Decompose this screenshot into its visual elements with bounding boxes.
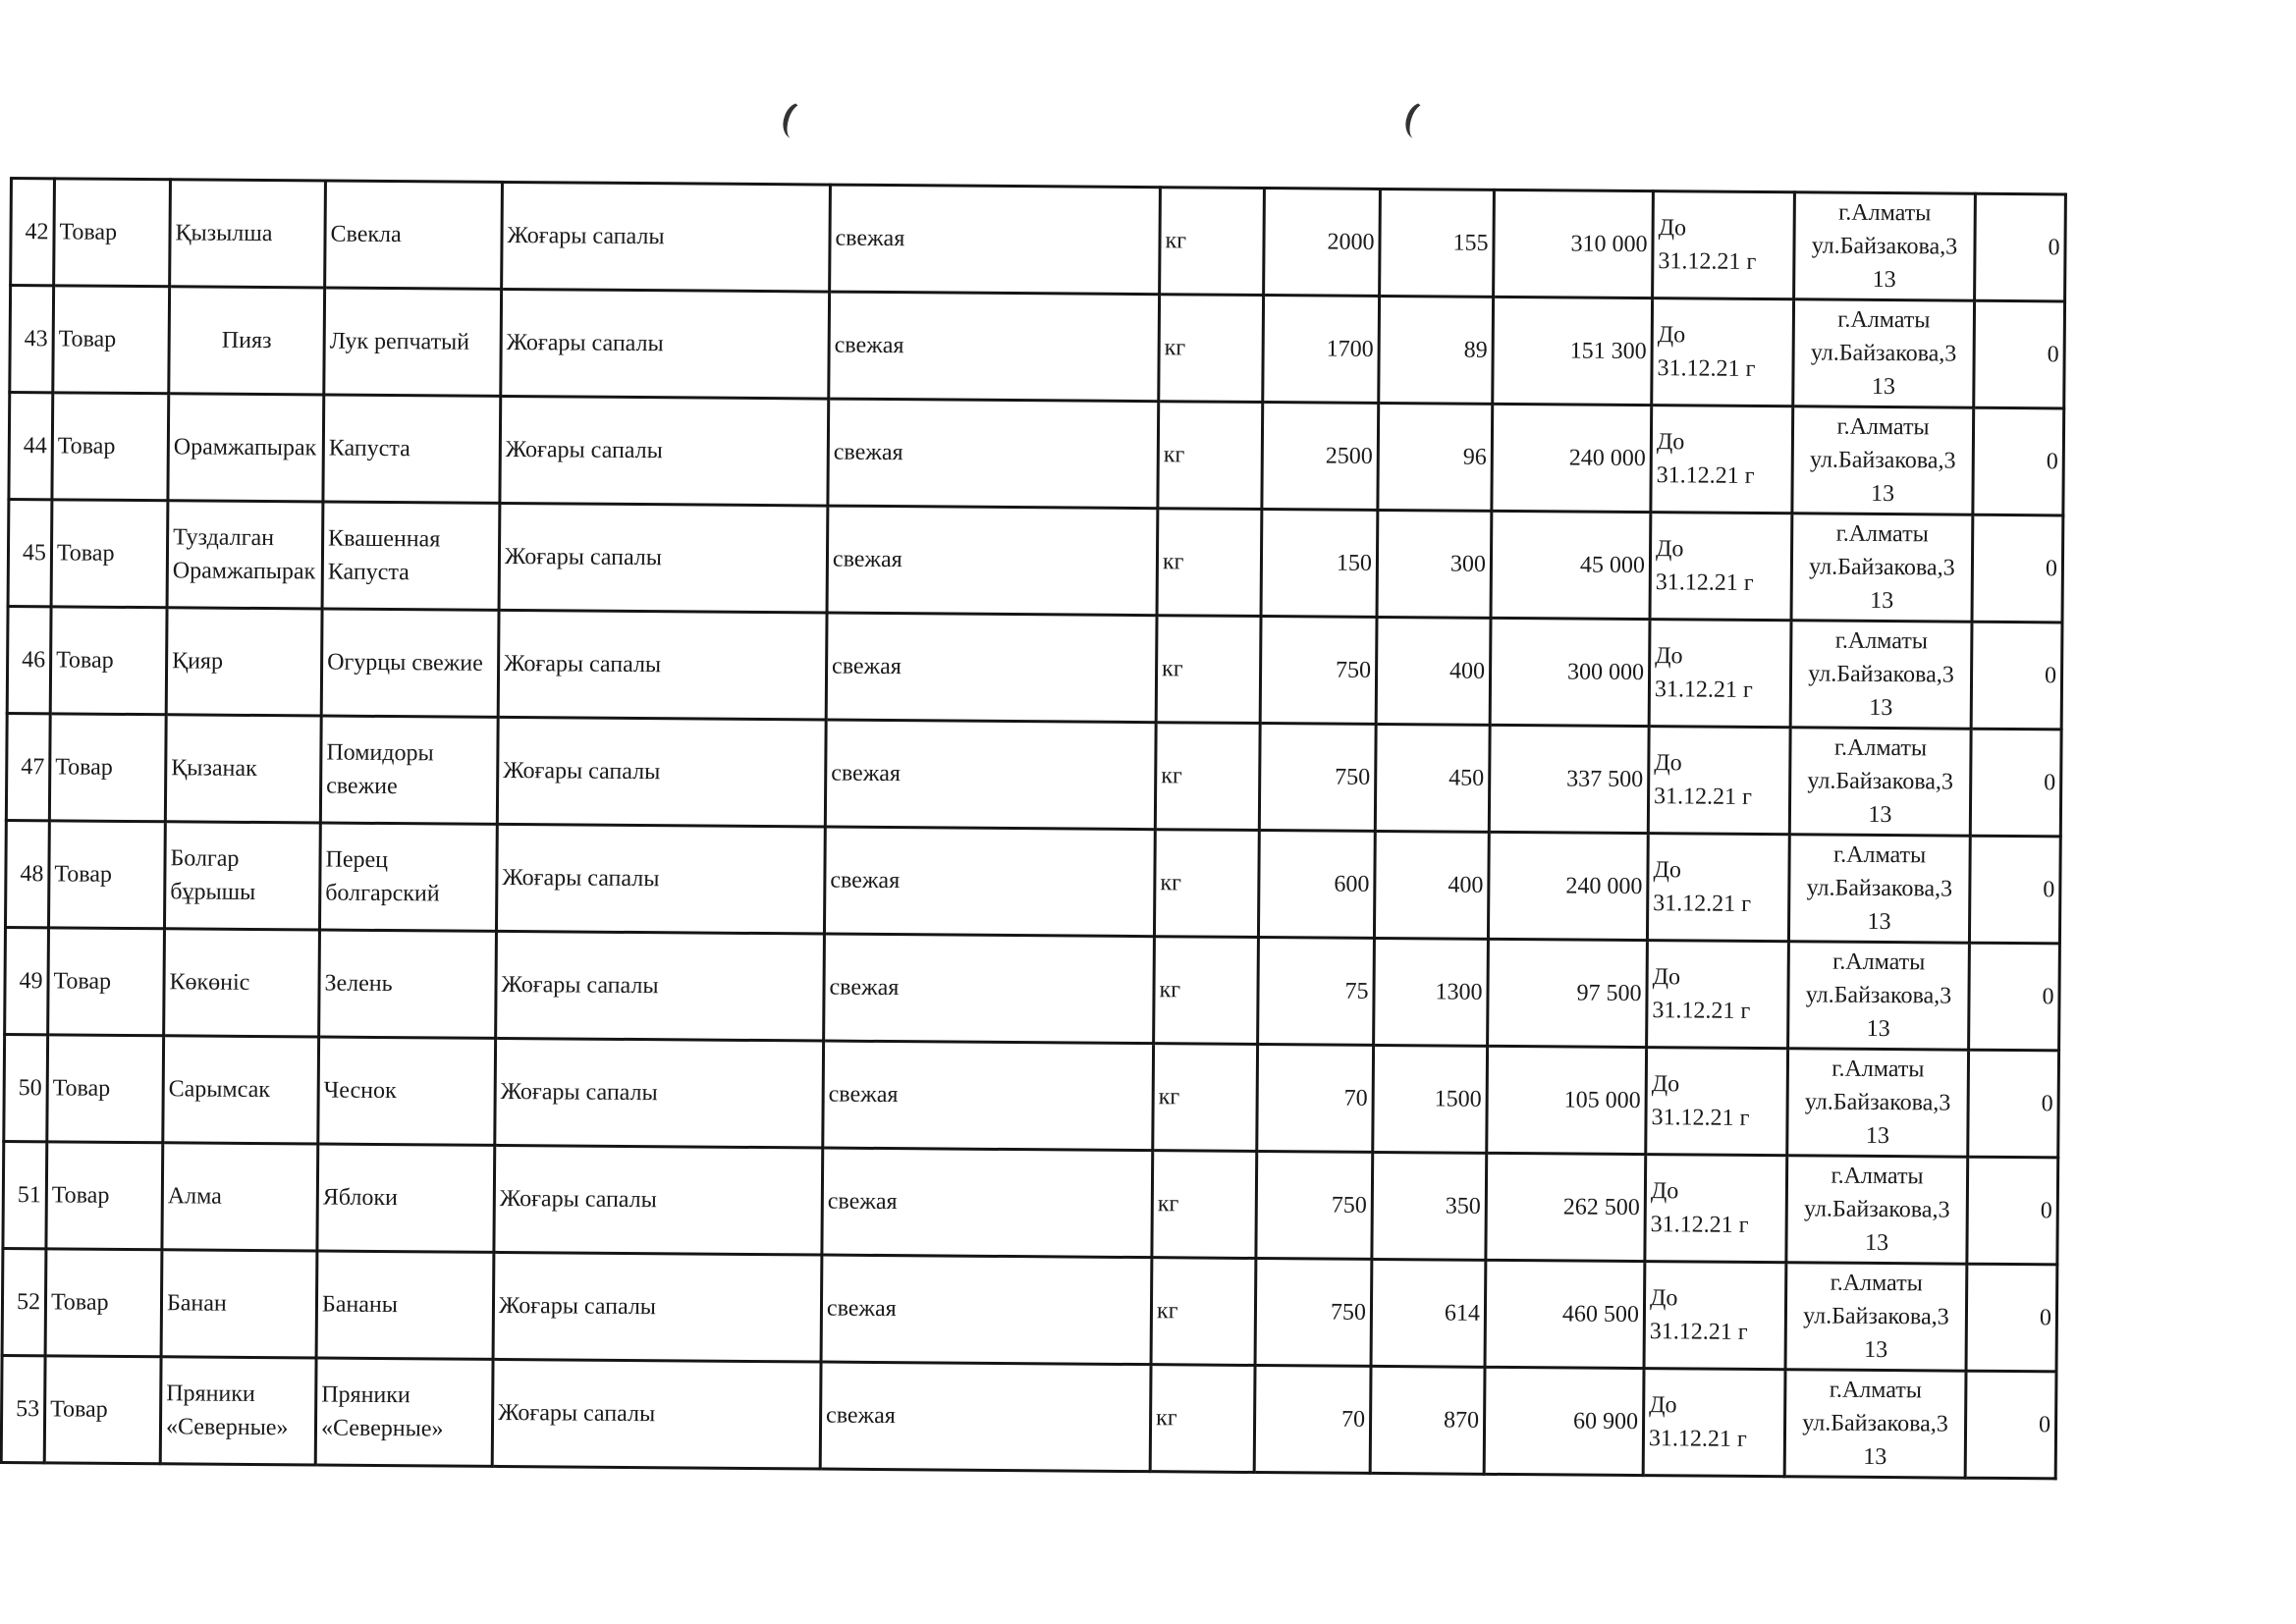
delivery-term-cell bbox=[1644, 1262, 1786, 1370]
row-number-cell: 53 bbox=[1, 1355, 45, 1462]
quantity-cell: 750 bbox=[1255, 1258, 1372, 1366]
freshness-cell: свежая bbox=[824, 934, 1155, 1044]
unit-price-cell: 1500 bbox=[1373, 1045, 1488, 1153]
freshness-cell: свежая bbox=[829, 292, 1160, 402]
name-russian-cell: Пряники «Северные» bbox=[315, 1358, 493, 1466]
item-type-cell: Товар bbox=[51, 500, 168, 608]
table-row bbox=[7, 606, 2062, 729]
delivery-term-cell bbox=[1643, 1369, 1785, 1477]
table-row bbox=[4, 1034, 2059, 1157]
freshness-cell: свежая bbox=[830, 185, 1161, 295]
unit-price-cell: 400 bbox=[1374, 831, 1489, 939]
delivery-term-cell bbox=[1647, 941, 1789, 1049]
table-row bbox=[9, 393, 2064, 515]
name-russian-cell: Чеснок bbox=[318, 1037, 496, 1145]
name-kazakh-cell: Көкөніс bbox=[164, 929, 320, 1037]
unit-price-cell: 350 bbox=[1372, 1152, 1487, 1260]
delivery-address-line: г.Алматы bbox=[1837, 306, 1931, 334]
unit-price-cell: 870 bbox=[1370, 1366, 1485, 1474]
delivery-address-line: ул.Байзакова,3 bbox=[1808, 661, 1954, 688]
item-type-cell: Товар bbox=[45, 1249, 162, 1357]
delivery-term-line: 31.12.21 г bbox=[1651, 1105, 1750, 1131]
unit-price-cell: 450 bbox=[1375, 724, 1490, 832]
item-type-cell: Товар bbox=[52, 393, 169, 501]
punch-hole-mark bbox=[1401, 99, 1438, 142]
delivery-address-line: 13 bbox=[1863, 1443, 1887, 1471]
delivery-term-cell bbox=[1653, 191, 1795, 299]
delivery-term-line: До bbox=[1650, 1178, 1679, 1205]
row-number-cell: 50 bbox=[4, 1034, 48, 1141]
name-kazakh-cell: Пряники «Северные» bbox=[160, 1357, 316, 1465]
delivery-term-line: До bbox=[1651, 1071, 1680, 1098]
delivery-address-cell bbox=[1784, 1370, 1966, 1478]
unit-price-cell: 155 bbox=[1380, 189, 1495, 297]
quality-grade-cell: Жоғары сапалы bbox=[498, 610, 827, 720]
quantity-cell: 600 bbox=[1258, 831, 1375, 939]
delivery-term-cell bbox=[1648, 727, 1790, 835]
extra-value-cell: 0 bbox=[1969, 943, 2060, 1051]
name-russian-cell: Яблоки bbox=[317, 1144, 495, 1252]
item-type-cell: Товар bbox=[47, 1035, 164, 1143]
quantity-cell: 2500 bbox=[1262, 403, 1379, 511]
extra-value-cell: 0 bbox=[1973, 407, 2064, 515]
delivery-term-line: До bbox=[1656, 429, 1685, 456]
total-sum-cell: 97 500 bbox=[1488, 939, 1648, 1047]
delivery-address-cell bbox=[1790, 621, 1972, 729]
row-number-cell: 44 bbox=[9, 393, 53, 500]
delivery-address-cell bbox=[1791, 514, 1973, 622]
table-row bbox=[8, 500, 2063, 623]
freshness-cell: свежая bbox=[820, 1362, 1151, 1472]
delivery-address-line: г.Алматы bbox=[1829, 1377, 1923, 1404]
delivery-address-line: ул.Байзакова,3 bbox=[1809, 554, 1955, 581]
quantity-cell: 75 bbox=[1258, 938, 1375, 1046]
freshness-cell: свежая bbox=[823, 1041, 1154, 1151]
delivery-term-cell bbox=[1650, 513, 1792, 621]
unit-of-measure-cell: кг bbox=[1159, 295, 1264, 403]
freshness-cell: свежая bbox=[824, 827, 1155, 937]
extra-value-cell: 0 bbox=[1975, 193, 2066, 301]
delivery-address-line: г.Алматы bbox=[1836, 413, 1930, 441]
extra-value-cell: 0 bbox=[1971, 622, 2062, 730]
item-type-cell: Товар bbox=[54, 179, 171, 287]
quantity-cell: 70 bbox=[1254, 1365, 1371, 1473]
table-row bbox=[10, 286, 2065, 408]
delivery-address-line: г.Алматы bbox=[1832, 841, 1927, 869]
delivery-address-cell bbox=[1792, 406, 1974, 514]
delivery-address-cell bbox=[1786, 1156, 1968, 1264]
name-russian-cell: Огурцы свежие bbox=[321, 609, 499, 717]
quality-grade-cell: Жоғары сапалы bbox=[493, 1252, 822, 1362]
delivery-term-line: 31.12.21 г bbox=[1658, 248, 1757, 275]
unit-of-measure-cell: кг bbox=[1155, 723, 1260, 831]
unit-price-cell: 1300 bbox=[1374, 938, 1489, 1046]
table-row bbox=[11, 179, 2066, 301]
delivery-term-line: До bbox=[1649, 1392, 1677, 1419]
goods-table bbox=[0, 177, 2067, 1480]
delivery-term-cell bbox=[1651, 406, 1793, 514]
delivery-address-line: г.Алматы bbox=[1832, 948, 1926, 976]
name-kazakh-cell: Банан bbox=[161, 1250, 317, 1358]
name-russian-cell: Лук репчатый bbox=[324, 288, 502, 396]
quality-grade-cell: Жоғары сапалы bbox=[496, 931, 825, 1041]
delivery-address-line: 13 bbox=[1869, 694, 1893, 722]
delivery-term-cell bbox=[1646, 1048, 1788, 1156]
unit-price-cell: 300 bbox=[1377, 510, 1492, 618]
extra-value-cell: 0 bbox=[1967, 1157, 2058, 1265]
total-sum-cell: 310 000 bbox=[1494, 189, 1654, 298]
unit-of-measure-cell: кг bbox=[1160, 188, 1265, 296]
delivery-term-line: До bbox=[1655, 536, 1684, 563]
unit-of-measure-cell: кг bbox=[1157, 509, 1262, 617]
delivery-address-line: 13 bbox=[1866, 1015, 1890, 1043]
quantity-cell: 70 bbox=[1257, 1045, 1374, 1153]
total-sum-cell: 460 500 bbox=[1485, 1260, 1645, 1368]
delivery-address-cell bbox=[1788, 835, 1970, 943]
delivery-term-line: До bbox=[1655, 643, 1683, 670]
quality-grade-cell: Жоғары сапалы bbox=[500, 396, 829, 506]
delivery-term-line: До bbox=[1652, 964, 1681, 991]
delivery-address-line: г.Алматы bbox=[1833, 734, 1928, 762]
delivery-address-line: ул.Байзакова,3 bbox=[1806, 875, 1953, 902]
name-russian-cell: Капуста bbox=[323, 395, 501, 503]
table-row bbox=[3, 1141, 2058, 1264]
delivery-term-cell bbox=[1652, 298, 1794, 406]
quality-grade-cell: Жоғары сапалы bbox=[502, 182, 831, 292]
delivery-address-line: ул.Байзакова,3 bbox=[1810, 340, 1957, 367]
extra-value-cell: 0 bbox=[1966, 1264, 2057, 1372]
item-type-cell: Товар bbox=[53, 286, 170, 394]
extra-value-cell: 0 bbox=[1970, 729, 2061, 837]
row-number-cell: 47 bbox=[6, 713, 50, 820]
delivery-term-line: До bbox=[1653, 857, 1681, 884]
punch-hole-mark bbox=[779, 99, 815, 142]
total-sum-cell: 262 500 bbox=[1486, 1153, 1646, 1261]
row-number-cell: 46 bbox=[7, 606, 51, 713]
name-kazakh-cell: Орамжапырак bbox=[168, 394, 324, 502]
freshness-cell: свежая bbox=[826, 613, 1157, 723]
delivery-term-line: 31.12.21 г bbox=[1657, 355, 1756, 382]
delivery-term-cell bbox=[1649, 620, 1791, 728]
name-russian-cell: Бананы bbox=[316, 1251, 494, 1359]
delivery-term-line: До bbox=[1658, 215, 1687, 242]
unit-of-measure-cell: кг bbox=[1151, 1258, 1256, 1366]
delivery-term-line: 31.12.21 г bbox=[1654, 677, 1753, 703]
unit-of-measure-cell: кг bbox=[1154, 937, 1259, 1045]
delivery-address-cell bbox=[1789, 728, 1971, 836]
delivery-term-line: 31.12.21 г bbox=[1650, 1212, 1749, 1238]
delivery-address-line: г.Алматы bbox=[1830, 1270, 1923, 1297]
delivery-address-cell bbox=[1793, 299, 1975, 407]
row-number-cell: 49 bbox=[5, 927, 49, 1034]
total-sum-cell: 151 300 bbox=[1493, 297, 1653, 405]
quality-grade-cell: Жоғары сапалы bbox=[492, 1359, 821, 1469]
freshness-cell: свежая bbox=[825, 720, 1156, 830]
table-row bbox=[2, 1248, 2057, 1371]
unit-of-measure-cell: кг bbox=[1152, 1151, 1257, 1259]
table-row bbox=[6, 713, 2061, 836]
total-sum-cell: 240 000 bbox=[1492, 404, 1652, 512]
delivery-address-line: г.Алматы bbox=[1838, 199, 1932, 227]
extra-value-cell: 0 bbox=[1968, 1050, 2059, 1158]
delivery-address-line: г.Алматы bbox=[1834, 627, 1929, 655]
item-type-cell: Товар bbox=[48, 928, 165, 1036]
delivery-address-line: ул.Байзакова,3 bbox=[1807, 768, 1954, 795]
delivery-address-line: 13 bbox=[1867, 908, 1891, 936]
quantity-cell: 750 bbox=[1260, 617, 1377, 725]
row-number-cell: 52 bbox=[2, 1248, 46, 1355]
delivery-term-line: 31.12.21 г bbox=[1653, 891, 1752, 917]
delivery-address-cell bbox=[1788, 942, 1970, 1050]
row-number-cell: 48 bbox=[5, 820, 49, 927]
total-sum-cell: 300 000 bbox=[1490, 618, 1650, 726]
quantity-cell: 1700 bbox=[1263, 296, 1380, 404]
item-type-cell: Товар bbox=[50, 607, 167, 715]
delivery-address-line: 13 bbox=[1870, 587, 1894, 615]
unit-of-measure-cell: кг bbox=[1153, 1044, 1258, 1152]
delivery-address-line: ул.Байзакова,3 bbox=[1809, 447, 1956, 474]
quality-grade-cell: Жоғары сапалы bbox=[496, 824, 825, 934]
name-kazakh-cell: Сарымсак bbox=[163, 1036, 319, 1144]
delivery-term-line: 31.12.21 г bbox=[1656, 462, 1755, 489]
item-type-cell: Товар bbox=[49, 714, 166, 822]
delivery-address-line: ул.Байзакова,3 bbox=[1802, 1410, 1948, 1437]
name-russian-cell: Зелень bbox=[319, 930, 497, 1038]
table-row bbox=[5, 927, 2060, 1050]
delivery-address-cell bbox=[1785, 1263, 1967, 1371]
delivery-address-line: 13 bbox=[1871, 373, 1895, 401]
freshness-cell: свежая bbox=[828, 399, 1159, 509]
delivery-address-line: ул.Байзакова,3 bbox=[1811, 233, 1958, 260]
name-russian-cell: Свекла bbox=[325, 181, 503, 289]
delivery-address-line: 13 bbox=[1865, 1122, 1889, 1150]
delivery-address-line: 13 bbox=[1864, 1229, 1889, 1257]
delivery-term-line: 31.12.21 г bbox=[1652, 998, 1751, 1024]
name-kazakh-cell: Алма bbox=[162, 1143, 318, 1251]
delivery-address-line: ул.Байзакова,3 bbox=[1805, 982, 1952, 1009]
unit-price-cell: 614 bbox=[1371, 1259, 1486, 1367]
name-kazakh-cell: Қызылша bbox=[170, 180, 326, 288]
freshness-cell: свежая bbox=[821, 1255, 1152, 1365]
delivery-address-line: ул.Байзакова,3 bbox=[1804, 1089, 1951, 1116]
unit-price-cell: 96 bbox=[1378, 403, 1493, 511]
quantity-cell: 2000 bbox=[1264, 189, 1381, 297]
delivery-address-line: ул.Байзакова,3 bbox=[1803, 1196, 1950, 1223]
name-kazakh-cell: Пияз bbox=[169, 287, 325, 395]
unit-price-cell: 400 bbox=[1376, 617, 1491, 725]
total-sum-cell: 240 000 bbox=[1488, 832, 1648, 940]
delivery-term-line: 31.12.21 г bbox=[1655, 569, 1754, 596]
delivery-address-line: 13 bbox=[1870, 480, 1895, 508]
item-type-cell: Товар bbox=[46, 1142, 163, 1250]
unit-of-measure-cell: кг bbox=[1150, 1365, 1255, 1473]
delivery-address-line: г.Алматы bbox=[1831, 1056, 1925, 1083]
total-sum-cell: 105 000 bbox=[1487, 1046, 1647, 1154]
row-number-cell: 51 bbox=[3, 1141, 47, 1248]
row-number-cell: 43 bbox=[10, 286, 54, 393]
name-kazakh-cell: Болгар бұрышы bbox=[164, 822, 320, 930]
delivery-address-line: 13 bbox=[1872, 266, 1896, 294]
table-row bbox=[1, 1355, 2056, 1478]
delivery-term-cell bbox=[1645, 1155, 1787, 1263]
item-type-cell: Товар bbox=[48, 821, 165, 929]
delivery-address-line: ул.Байзакова,3 bbox=[1803, 1303, 1949, 1330]
quantity-cell: 750 bbox=[1256, 1152, 1373, 1260]
name-kazakh-cell: Қызанак bbox=[165, 715, 321, 823]
unit-of-measure-cell: кг bbox=[1158, 402, 1263, 510]
delivery-address-cell bbox=[1794, 192, 1976, 300]
quality-grade-cell: Жоғары сапалы bbox=[501, 289, 830, 399]
quality-grade-cell: Жоғары сапалы bbox=[495, 1038, 824, 1148]
delivery-address-line: г.Алматы bbox=[1831, 1163, 1924, 1190]
row-number-cell: 42 bbox=[11, 179, 55, 286]
delivery-term-line: 31.12.21 г bbox=[1648, 1426, 1747, 1452]
quality-grade-cell: Жоғары сапалы bbox=[494, 1145, 823, 1255]
name-russian-cell: Помидоры свежие bbox=[320, 716, 498, 824]
delivery-term-line: До bbox=[1654, 750, 1682, 777]
freshness-cell: свежая bbox=[822, 1148, 1153, 1258]
quality-grade-cell: Жоғары сапалы bbox=[497, 717, 826, 827]
extra-value-cell: 0 bbox=[1965, 1371, 2056, 1479]
extra-value-cell: 0 bbox=[1972, 514, 2063, 623]
table-row bbox=[5, 820, 2060, 943]
name-russian-cell: Квашенная Капуста bbox=[322, 502, 500, 610]
name-kazakh-cell: Туздалган Орамжапырак bbox=[167, 501, 323, 609]
total-sum-cell: 337 500 bbox=[1489, 725, 1649, 833]
unit-of-measure-cell: кг bbox=[1156, 616, 1261, 724]
quantity-cell: 150 bbox=[1261, 510, 1378, 618]
quality-grade-cell: Жоғары сапалы bbox=[499, 503, 828, 613]
delivery-address-line: г.Алматы bbox=[1835, 520, 1929, 548]
total-sum-cell: 45 000 bbox=[1491, 511, 1651, 619]
freshness-cell: свежая bbox=[827, 506, 1158, 616]
delivery-address-line: 13 bbox=[1868, 801, 1892, 829]
delivery-address-cell bbox=[1787, 1049, 1969, 1157]
quantity-cell: 750 bbox=[1259, 724, 1376, 832]
extra-value-cell: 0 bbox=[1974, 300, 2065, 408]
delivery-address-line: 13 bbox=[1864, 1336, 1888, 1364]
extra-value-cell: 0 bbox=[1969, 836, 2060, 944]
delivery-term-line: 31.12.21 г bbox=[1653, 784, 1753, 810]
delivery-term-line: 31.12.21 г bbox=[1649, 1319, 1748, 1345]
delivery-term-line: До bbox=[1649, 1285, 1678, 1312]
delivery-term-line: До bbox=[1657, 322, 1686, 349]
unit-price-cell: 89 bbox=[1379, 296, 1494, 404]
total-sum-cell: 60 900 bbox=[1484, 1367, 1644, 1475]
unit-of-measure-cell: кг bbox=[1154, 830, 1259, 938]
item-type-cell: Товар bbox=[44, 1356, 161, 1464]
goods-table-body bbox=[1, 179, 2065, 1479]
row-number-cell: 45 bbox=[8, 500, 52, 607]
name-russian-cell: Перец болгарский bbox=[319, 823, 497, 931]
name-kazakh-cell: Қияр bbox=[166, 608, 322, 716]
delivery-term-cell bbox=[1647, 834, 1789, 942]
